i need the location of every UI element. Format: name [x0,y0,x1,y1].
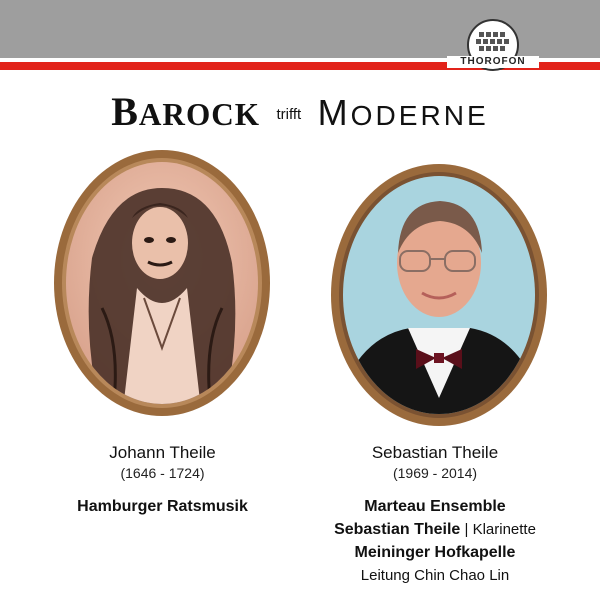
johann-theile-portrait [52,148,272,418]
right-composer-years: (1969 - 2014) [392,465,478,481]
brand-label: THOROFON [447,56,539,68]
title-baroque: BAROCK [111,89,260,134]
left-ensemble: Hamburger Ratsmusik [77,498,248,515]
right-performer-line [300,521,570,539]
right-conductor: Leitung Chin Chao Lin [360,567,510,584]
instrument: Klarinette [472,521,536,538]
right-orchestra: Meininger Hofkapelle [354,544,516,561]
separator: | [460,521,473,538]
left-composer-name: Johann Theile [109,443,216,462]
performer-name: Sebastian Theile [334,521,461,538]
right-ensemble: Marteau Ensemble [364,498,506,515]
right-composer-name: Sebastian Theile [371,443,499,462]
title-connector: trifft [276,106,302,123]
album-title [0,88,600,138]
sebastian-theile-portrait [330,163,548,428]
title-modern: MODERNE [317,92,489,133]
left-composer-years: (1646 - 1724) [120,465,205,481]
